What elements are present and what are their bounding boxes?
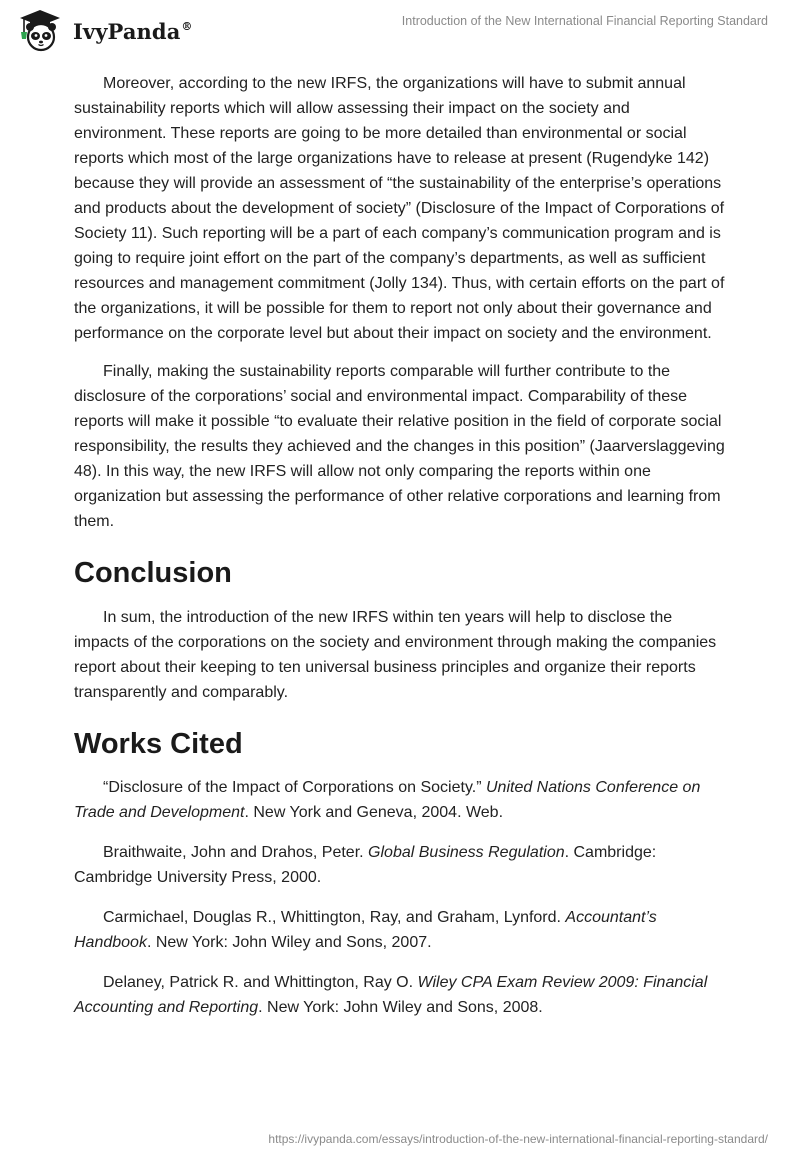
page-header: [0, 0, 800, 60]
panda-graduate-icon: [14, 8, 66, 52]
works-cited-heading: Works Cited: [74, 728, 243, 760]
logo[interactable]: [14, 8, 193, 52]
conclusion-paragraph: In sum, the introduction of the new IRFS within ten years will help to disclose the impacts of the corporations on the society and environment through making the companies report about their keeping to ten universal business principles and organize their reports transparently and comparably.: [74, 609, 717, 701]
source-url[interactable]: https://ivypanda.com/essays/introduction-of-the-new-international-financial-reporting-standard/: [268, 1132, 768, 1146]
body-paragraph: Finally, making the sustainability reports comparable will further contribute to the disclosure of the corporations’ social and environmental impact. Comparability of these reports will make it possible “to evaluate their relative position in the field of corporate social responsibility, the results they achieved and the changes in this position” (Jaarverslaggeving 48). In this way, the new IRFS will allow not only comparing the reports within one organization but assessing the performance of other relative corporations and learning from them.: [74, 363, 725, 530]
brand-name: IvyPanda®: [73, 18, 193, 44]
conclusion-heading: Conclusion: [74, 557, 232, 589]
citation-entry: Braithwaite, John and Drahos, Peter. Global Business Regulation. Cambridge: Cambridge University Press, 2000.: [74, 844, 657, 886]
citation-entry: “Disclosure of the Impact of Corporations on Society.” United Nations Conference on Trade and Development. New York and Geneva, 2004. Web.: [74, 779, 701, 821]
essay-content: [74, 71, 726, 1036]
document-title: Introduction of the New International Financial Reporting Standard: [401, 14, 768, 28]
citation-entry: Delaney, Patrick R. and Whittington, Ray O. Wiley CPA Exam Review 2009: Financial Accounting and Reporting. New York: John Wiley and Sons, 2008.: [74, 974, 708, 1016]
body-paragraph: Moreover, according to the new IRFS, the organizations will have to submit annual sustainability reports which will allow assessing their impact on the society and environment. These reports are going to be more detailed than environmental or social reports which most of the large organizations have to release at present (Rugendyke 142) because they will provide an assessment of “the sustainability of the enterprise’s operations and products about the development of society” (Disclosure of the Impact of Corporations of Society 11). Such reporting will be a part of each company’s communication program and is going to require joint effort on the part of the company’s departments, as well as sufficient resources and management commitment (Jolly 134). Thus, with certain efforts on the part of the organizations, it will be possible for them to report not only about their governance and performance on the corporate level but about their impact on society and the environment.: [74, 75, 725, 342]
citation-entry: Carmichael, Douglas R., Whittington, Ray, and Graham, Lynford. Accountant’s Handbook. New York: John Wiley and Sons, 2007.: [74, 909, 657, 951]
